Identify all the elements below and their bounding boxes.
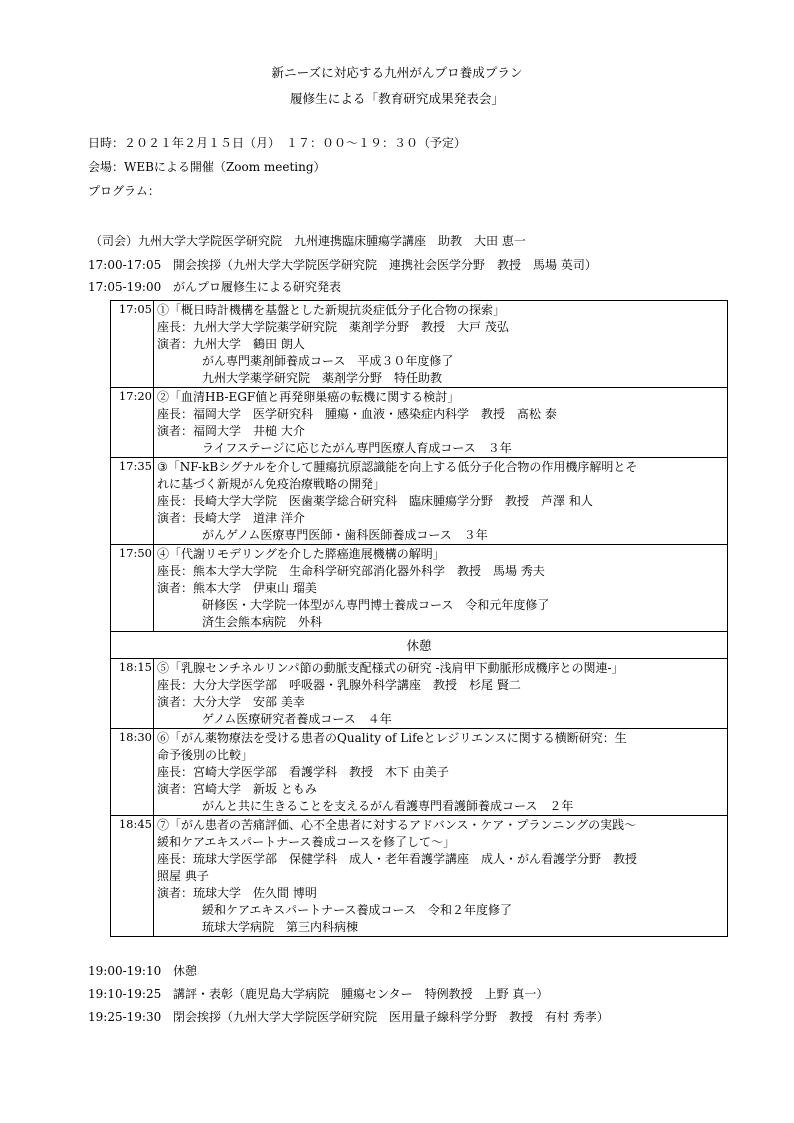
session-line: 済生会熊本病院 外科 <box>202 615 323 629</box>
schedule-table <box>110 300 728 937</box>
session-line: 座長：九州大学大学院薬学研究院 薬剤学分野 教授 大戸 茂弘 <box>157 320 509 334</box>
session-time: 18:15 <box>111 659 154 729</box>
session-line: 演者：九州大学 鶴田 朗人 <box>157 337 305 351</box>
program-label: プログラム： <box>88 184 160 198</box>
opening-time: 17:00-17:05 <box>88 258 162 272</box>
session-line: れに基づく新規がん免疫治療戦略の開発」 <box>157 477 386 491</box>
session-time: 17:05 <box>111 301 154 388</box>
presentations-text: がんプロ履修生による研究発表 <box>173 280 342 294</box>
session-time: 18:45 <box>111 816 154 937</box>
session-line: 命予後別の比較」 <box>157 748 254 762</box>
footer-item-break <box>88 962 197 979</box>
session-line: 演者：長崎大学 道津 洋介 <box>157 511 305 525</box>
footer-item-text: 閉会挨拶（九州大学大学院医学研究院 医用量子線科学分野 教授 有村 秀孝） <box>173 1010 609 1024</box>
session-line: 演者：琉球大学 佐久間 博明 <box>157 886 317 900</box>
footer-item-closing <box>88 1008 609 1025</box>
session-line: ②「血清HB-EGF値と再発卵巣癌の転機に関する検討」 <box>157 390 460 404</box>
session-line: がんゲノム医療専門医師・歯科医師養成コース ３年 <box>202 528 488 542</box>
session-body <box>154 388 728 458</box>
session-row <box>111 458 728 545</box>
break-label: 休憩 <box>111 632 728 659</box>
footer-item-time: 19:10-19:25 <box>88 987 162 1001</box>
session-line: ③「NF-kBシグナルを介して腫瘍抗原認識能を向上する低分子化合物の作用機序解明とそ <box>157 460 638 474</box>
session-body <box>154 301 728 388</box>
opening-text: 開会挨拶（九州大学大学院医学研究院 連携社会医学分野 教授 馬場 英司） <box>173 258 597 272</box>
session-line: 緩和ケアエキスパートナース養成コース 令和２年度修了 <box>202 903 512 917</box>
session-time: 17:35 <box>111 458 154 545</box>
session-row <box>111 659 728 729</box>
title-line-2: 履修生による「教育研究成果発表会」 <box>289 91 505 106</box>
session-line: 琉球大学病院 第三内科病棟 <box>202 920 359 934</box>
footer-item-review <box>88 985 548 1002</box>
session-line: 研修医・大学院一体型がん専門博士養成コース 令和元年度修了 <box>202 598 550 612</box>
session-line: ④「代謝リモデリングを介した膵癌進展機構の解明」 <box>157 547 445 561</box>
break-row <box>111 632 728 659</box>
session-line: 照屋 典子 <box>157 869 209 883</box>
session-line: 演者：大分大学 安部 美幸 <box>157 695 305 709</box>
title-line-1: 新ニーズに対応する九州がんプロ養成プラン <box>271 65 523 80</box>
opening-row <box>88 256 597 273</box>
session-line: ⑦「がん患者の苦痛評価、心不全患者に対するアドバンス・ケア・プランニングの実践～ <box>157 818 637 832</box>
presentations-row <box>88 278 341 295</box>
footer-item-time: 19:00-19:10 <box>88 964 162 978</box>
session-row <box>111 388 728 458</box>
session-body <box>154 816 728 937</box>
session-line: ⑥「がん薬物療法を受ける患者のQuality of Lifeとレジリエンスに関する横断研究：生 <box>157 731 627 745</box>
session-body <box>154 458 728 545</box>
event-date: 日時：２０２１年２月１５日（月） １７：００～１９：３０（予定） <box>88 136 467 150</box>
session-line: 演者：宮崎大学 新坂 ともみ <box>157 782 317 796</box>
session-row <box>111 816 728 937</box>
session-line: ゲノム医療研究者養成コース ４年 <box>202 712 392 726</box>
session-line: がん専門薬剤師養成コース 平成３０年度修了 <box>202 354 454 368</box>
session-time: 17:50 <box>111 545 154 632</box>
session-line: 座長：琉球大学医学部 保健学科 成人・老年看護学講座 成人・がん看護学分野 教授 <box>157 852 638 866</box>
session-line: 座長：大分大学医学部 呼吸器・乳腺外科学講座 教授 杉尾 賢二 <box>157 678 521 692</box>
footer-item-time: 19:25-19:30 <box>88 1010 162 1024</box>
session-line: ライフステージに応じたがん専門医療人育成コース ３年 <box>202 441 512 455</box>
session-line: 演者：熊本大学 伊東山 瑠美 <box>157 581 317 595</box>
chair-line: （司会）九州大学大学院医学研究院 九州連携臨床腫瘍学講座 助教 大田 恵一 <box>90 234 526 248</box>
session-time: 18:30 <box>111 729 154 816</box>
session-line: 九州大学薬学研究院 薬剤学分野 特任助教 <box>202 371 443 385</box>
footer-item-text: 講評・表彰（鹿児島大学病院 腫瘍センター 特例教授 上野 真一） <box>173 987 549 1001</box>
session-line: 座長：福岡大学 医学研究科 腫瘍・血液・感染症内科学 教授 髙松 泰 <box>157 407 557 421</box>
session-row <box>111 729 728 816</box>
session-time: 17:20 <box>111 388 154 458</box>
session-line: 緩和ケアエキスパートナース養成コースを修了して～」 <box>157 835 455 849</box>
session-line: 座長：長崎大学大学院 医歯薬学総合研究科 臨床腫瘍学分野 教授 芦澤 和人 <box>157 494 593 508</box>
session-row <box>111 301 728 388</box>
session-body <box>154 659 728 729</box>
footer-item-text: 休憩 <box>173 964 198 978</box>
session-line: がんと共に生きることを支えるがん看護専門看護師養成コース ２年 <box>202 799 574 813</box>
session-body <box>154 729 728 816</box>
session-line: ⑤「乳腺センチネルリンパ節の動脈支配様式の研究 -浅肩甲下動脈形成機序との関連-」 <box>157 661 624 675</box>
event-venue: 会場：WEBによる開催（Zoom meeting） <box>88 160 326 174</box>
session-line: 座長：熊本大学大学院 生命科学研究部消化器外科学 教授 馬場 秀夫 <box>157 564 545 578</box>
session-line: 演者：福岡大学 井槌 大介 <box>157 424 305 438</box>
session-body <box>154 545 728 632</box>
session-line: ①「概日時計機構を基盤とした新規抗炎症低分子化合物の探索」 <box>157 303 506 317</box>
session-line: 座長：宮崎大学医学部 看護学科 教授 木下 由美子 <box>157 765 449 779</box>
presentations-time: 17:05-19:00 <box>88 280 162 294</box>
session-row <box>111 545 728 632</box>
